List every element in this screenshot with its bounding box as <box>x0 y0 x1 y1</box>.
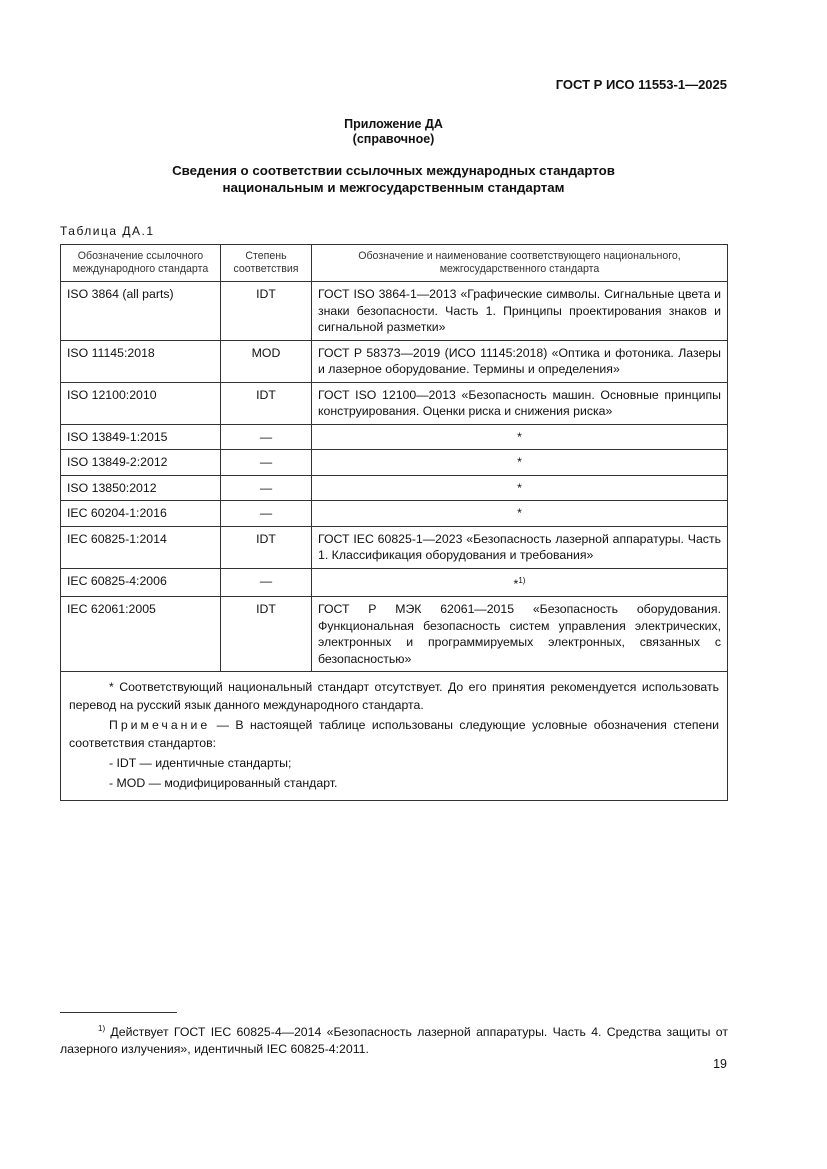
national-standard-text: ГОСТ IEC 60825-1—2023 «Безопасность лазерной аппаратуры. Часть 1. Классификация оборудования и требования» <box>318 531 721 562</box>
ref-standard-cell: ISO 13850:2012 <box>61 475 221 501</box>
national-standard-cell <box>312 282 728 341</box>
degree-cell: — <box>221 475 312 501</box>
table-row <box>61 282 728 341</box>
national-standard-cell <box>312 450 728 476</box>
ref-standard-cell: IEC 60204-1:2016 <box>61 501 221 527</box>
table-caption: Таблица ДА.1 <box>60 224 155 238</box>
table-notes-row <box>61 672 728 801</box>
footnote-text: Действует ГОСТ IEC 60825-4—2014 «Безопасность лазерной аппаратуры. Часть 4. Средства защиты от лазерного излучения», идентичный IEC 60825-4:2011. <box>60 1025 728 1057</box>
appendix-heading <box>0 117 787 147</box>
national-standard-text: * <box>513 576 519 591</box>
note-paragraph <box>69 716 719 752</box>
correspondence-table <box>60 244 728 801</box>
national-standard-text: ГОСТ Р МЭК 62061—2015 «Безопасность оборудования. Функциональная безопасность систем управления электрических, электронных и программируемых электронных, связанных с безопасностью» <box>318 602 721 666</box>
ref-standard-cell: ISO 12100:2010 <box>61 382 221 424</box>
column-header-national: Обозначение и наименование соответствующего национального, межгосударственного стандарта <box>312 245 728 282</box>
footnote <box>60 1020 728 1058</box>
note-item-idt: - IDT — идентичные стандарты; <box>109 756 292 771</box>
document-code: ГОСТ Р ИСО 11553-1—2025 <box>555 77 727 92</box>
note-item-mod: - MOD — модифицированный стандарт. <box>109 776 338 791</box>
ref-standard-cell: ISO 11145:2018 <box>61 340 221 382</box>
asterisk-note: * Соответствующий национальный стандарт отсутствует. До его принятия рекомендуется использовать перевод на русский язык данного международного стандарта. <box>69 680 719 713</box>
national-standard-text: * <box>517 480 522 495</box>
title-line-1: Сведения о соответствии ссылочных международных стандартов <box>172 163 615 178</box>
national-standard-cell <box>312 340 728 382</box>
note-label: Примечание <box>109 718 211 733</box>
ref-standard-cell: ISO 13849-2:2012 <box>61 450 221 476</box>
degree-cell: IDT <box>221 526 312 568</box>
national-standard-text: * <box>517 506 522 520</box>
national-standard-cell <box>312 526 728 568</box>
national-standard-cell <box>312 475 728 501</box>
footnote-ref: 1) <box>518 575 526 585</box>
degree-cell: — <box>221 501 312 527</box>
column-header-ref: Обозначение ссылочного международного стандарта <box>61 245 221 282</box>
table-row <box>61 526 728 568</box>
table-row <box>61 450 728 476</box>
national-standard-text: * <box>517 429 522 444</box>
national-standard-text: ГОСТ ISO 12100—2013 «Безопасность машин. Основные принципы конструирования. Оценки риска и снижения риска» <box>318 387 721 418</box>
national-standard-text: ГОСТ Р 58373—2019 (ИСО 11145:2018) «Оптика и фотоника. Лазеры и лазерное оборудование. Термины и определения» <box>318 345 721 376</box>
degree-cell: IDT <box>221 382 312 424</box>
table-row <box>61 475 728 501</box>
table-row <box>61 501 728 527</box>
national-standard-cell <box>312 382 728 424</box>
ref-standard-cell: ISO 13849-1:2015 <box>61 424 221 450</box>
table-row <box>61 597 728 672</box>
table-row <box>61 424 728 450</box>
footnote-mark: 1) <box>98 1024 106 1033</box>
section-title <box>0 162 787 196</box>
degree-cell: MOD <box>221 340 312 382</box>
degree-cell: — <box>221 450 312 476</box>
national-standard-cell <box>312 501 728 527</box>
ref-standard-cell: IEC 60825-4:2006 <box>61 568 221 597</box>
national-standard-text: ГОСТ ISO 3864-1—2013 «Графические символы. Сигнальные цвета и знаки безопасности. Часть 1. Принципы проектирования знаков и сигнальной разметки» <box>318 287 721 334</box>
table-notes <box>61 672 728 801</box>
national-standard-text: * <box>517 455 522 469</box>
table-row <box>61 568 728 597</box>
column-header-degree: Степень соответствия <box>221 245 312 282</box>
page-number: 19 <box>713 1057 727 1071</box>
degree-cell: IDT <box>221 282 312 341</box>
appendix-title: Приложение ДА <box>344 117 443 131</box>
ref-standard-cell: IEC 62061:2005 <box>61 597 221 672</box>
national-standard-cell <box>312 597 728 672</box>
national-standard-cell <box>312 424 728 450</box>
ref-standard-cell: ISO 3864 (all parts) <box>61 282 221 341</box>
ref-standard-cell: IEC 60825-1:2014 <box>61 526 221 568</box>
footnote-separator <box>60 1012 177 1013</box>
national-standard-cell <box>312 568 728 597</box>
note-text: — В настоящей таблице использованы следующие условные обозначения степени соответствия стандартов: <box>69 718 719 751</box>
degree-cell: IDT <box>221 597 312 672</box>
title-line-2: национальным и межгосударственным стандартам <box>222 180 565 195</box>
table-row <box>61 340 728 382</box>
degree-cell: — <box>221 568 312 597</box>
degree-cell: — <box>221 424 312 450</box>
appendix-kind: (справочное) <box>352 132 435 146</box>
table-row <box>61 382 728 424</box>
table-header-row <box>61 245 728 282</box>
